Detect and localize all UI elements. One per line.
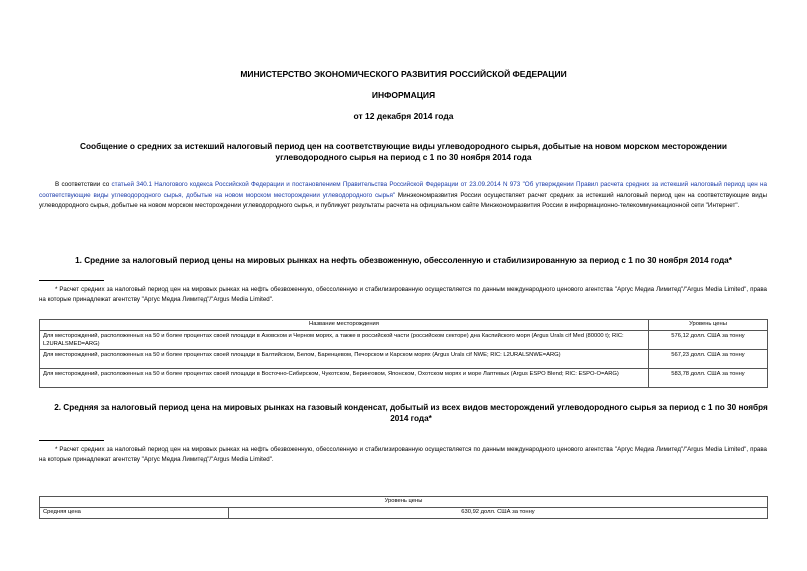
average-price-label: Средняя цена [40,508,229,519]
average-price-value: 630,92 долл. США за тонну [229,508,768,519]
price-cell: 583,78 долл. США за тонну [649,369,768,388]
ministry-name: МИНИСТЕРСТВО ЭКОНОМИЧЕСКОГО РАЗВИТИЯ РОССИЙСКОЙ ФЕДЕРАЦИИ [240,69,567,79]
table-row [40,508,768,519]
footnote-divider [39,280,104,281]
document-subject: Сообщение о средних за истекший налоговый период цен на соответствующие виды углеводородного сырья, добытые на новом морском месторождении углеводородного сырья на период с 1 по 30 ноября 2014 года [80,141,727,162]
table-header-row [40,497,768,508]
section1-heading: 1. Средние за налоговый период цены на мировых рынках на нефть обезвоженную, обессоленную и стабилизированную за период с 1 по 30 ноября 2014 года* [75,256,732,265]
section2-heading: 2. Средняя за налоговый период цена на мировых рынках на газовый конденсат, добытый из всех видов месторождений углеводородного сырья за период с 1 по 30 ноября 2014 года* [54,403,768,423]
table-row [40,331,768,350]
intro-prefix: В соответствии со [55,181,112,188]
column-header-name: Название месторождения [40,320,649,331]
column-header-price: Уровень цены [40,497,768,508]
table-row [40,350,768,369]
field-name-cell: Для месторождений, расположенных на 50 и более процентах своей площади в Восточно-Сибирском, Чукотском, Беринговом, Японском, Охотском морях и море Лаптевых (Argus ESPO Blend; RIC: ESPO-O=ARG) [40,369,649,388]
field-name-cell: Для месторождений, расположенных на 50 и более процентах своей площади в Азовском и Черном морях, а также в российской части (российском секторе) дна Каспийского моря (Argus Urals cif Med (80000 t); RIC: L2URALSMED=ARG) [40,331,649,350]
price-cell: 567,23 долл. США за тонну [649,350,768,369]
document-title: ИНФОРМАЦИЯ [371,90,436,100]
condensate-price-table [39,496,768,519]
intro-suffix: Минэкономразвития России осуществляет расчет средних за истекший налоговый период цен на соответствующие виды углеводородного сырья, добытые на новом морском месторождении углеводородного сырья, и публикует результаты расчета на официальном сайте Минэкономразвития России в информационно-телекоммуникационной сети "Интернет". [39,191,767,209]
column-header-price: Уровень цены [649,320,768,331]
table-row [40,369,768,388]
footnote-divider [39,440,104,441]
price-cell: 576,12 долл. США за тонну [649,331,768,350]
field-name-cell: Для месторождений, расположенных на 50 и более процентах своей площади в Балтийском, Белом, Баренцевом, Печорском и Карском морях (Argus Urals cif NWE; RIC: L2URALSNWE=ARG) [40,350,649,369]
law-link[interactable]: статьей 340.1 Налогового кодекса Российской Федерации и постановлением Правительства Российской Федерации от 23.09.2014 N 973 "Об утверждении Правил расчета средних за истекший налоговый период цен на соответствующие виды углеводородного сырья, добытые на новом морском месторождении углеводородного сырья" [39,181,767,199]
table-header-row [40,320,768,331]
section1-footnote: * Расчет средних за налоговый период цен на мировых рынках на нефть обезвоженную, обессоленную и стабилизированную осуществляется по данным международного ценового агентства "Аргус Медиа Лимитед"/"Argus Media Limited", права на которые принадлежат агентству "Аргус Медиа Лимитед"/"Argus Media Limited". [39,286,767,303]
document-date: от 12 декабря 2014 года [353,111,454,121]
oil-prices-table [39,319,768,388]
intro-paragraph [39,180,767,212]
section2-footnote: * Расчет средних за налоговый период цен на мировых рынках на нефть обезвоженную, обессоленную и стабилизированную осуществляется по данным международного ценового агентства "Аргус Медиа Лимитед"/"Argus Media Limited", права на которые принадлежат агентству "Аргус Медиа Лимитед"/"Argus Media Limited". [39,446,767,463]
